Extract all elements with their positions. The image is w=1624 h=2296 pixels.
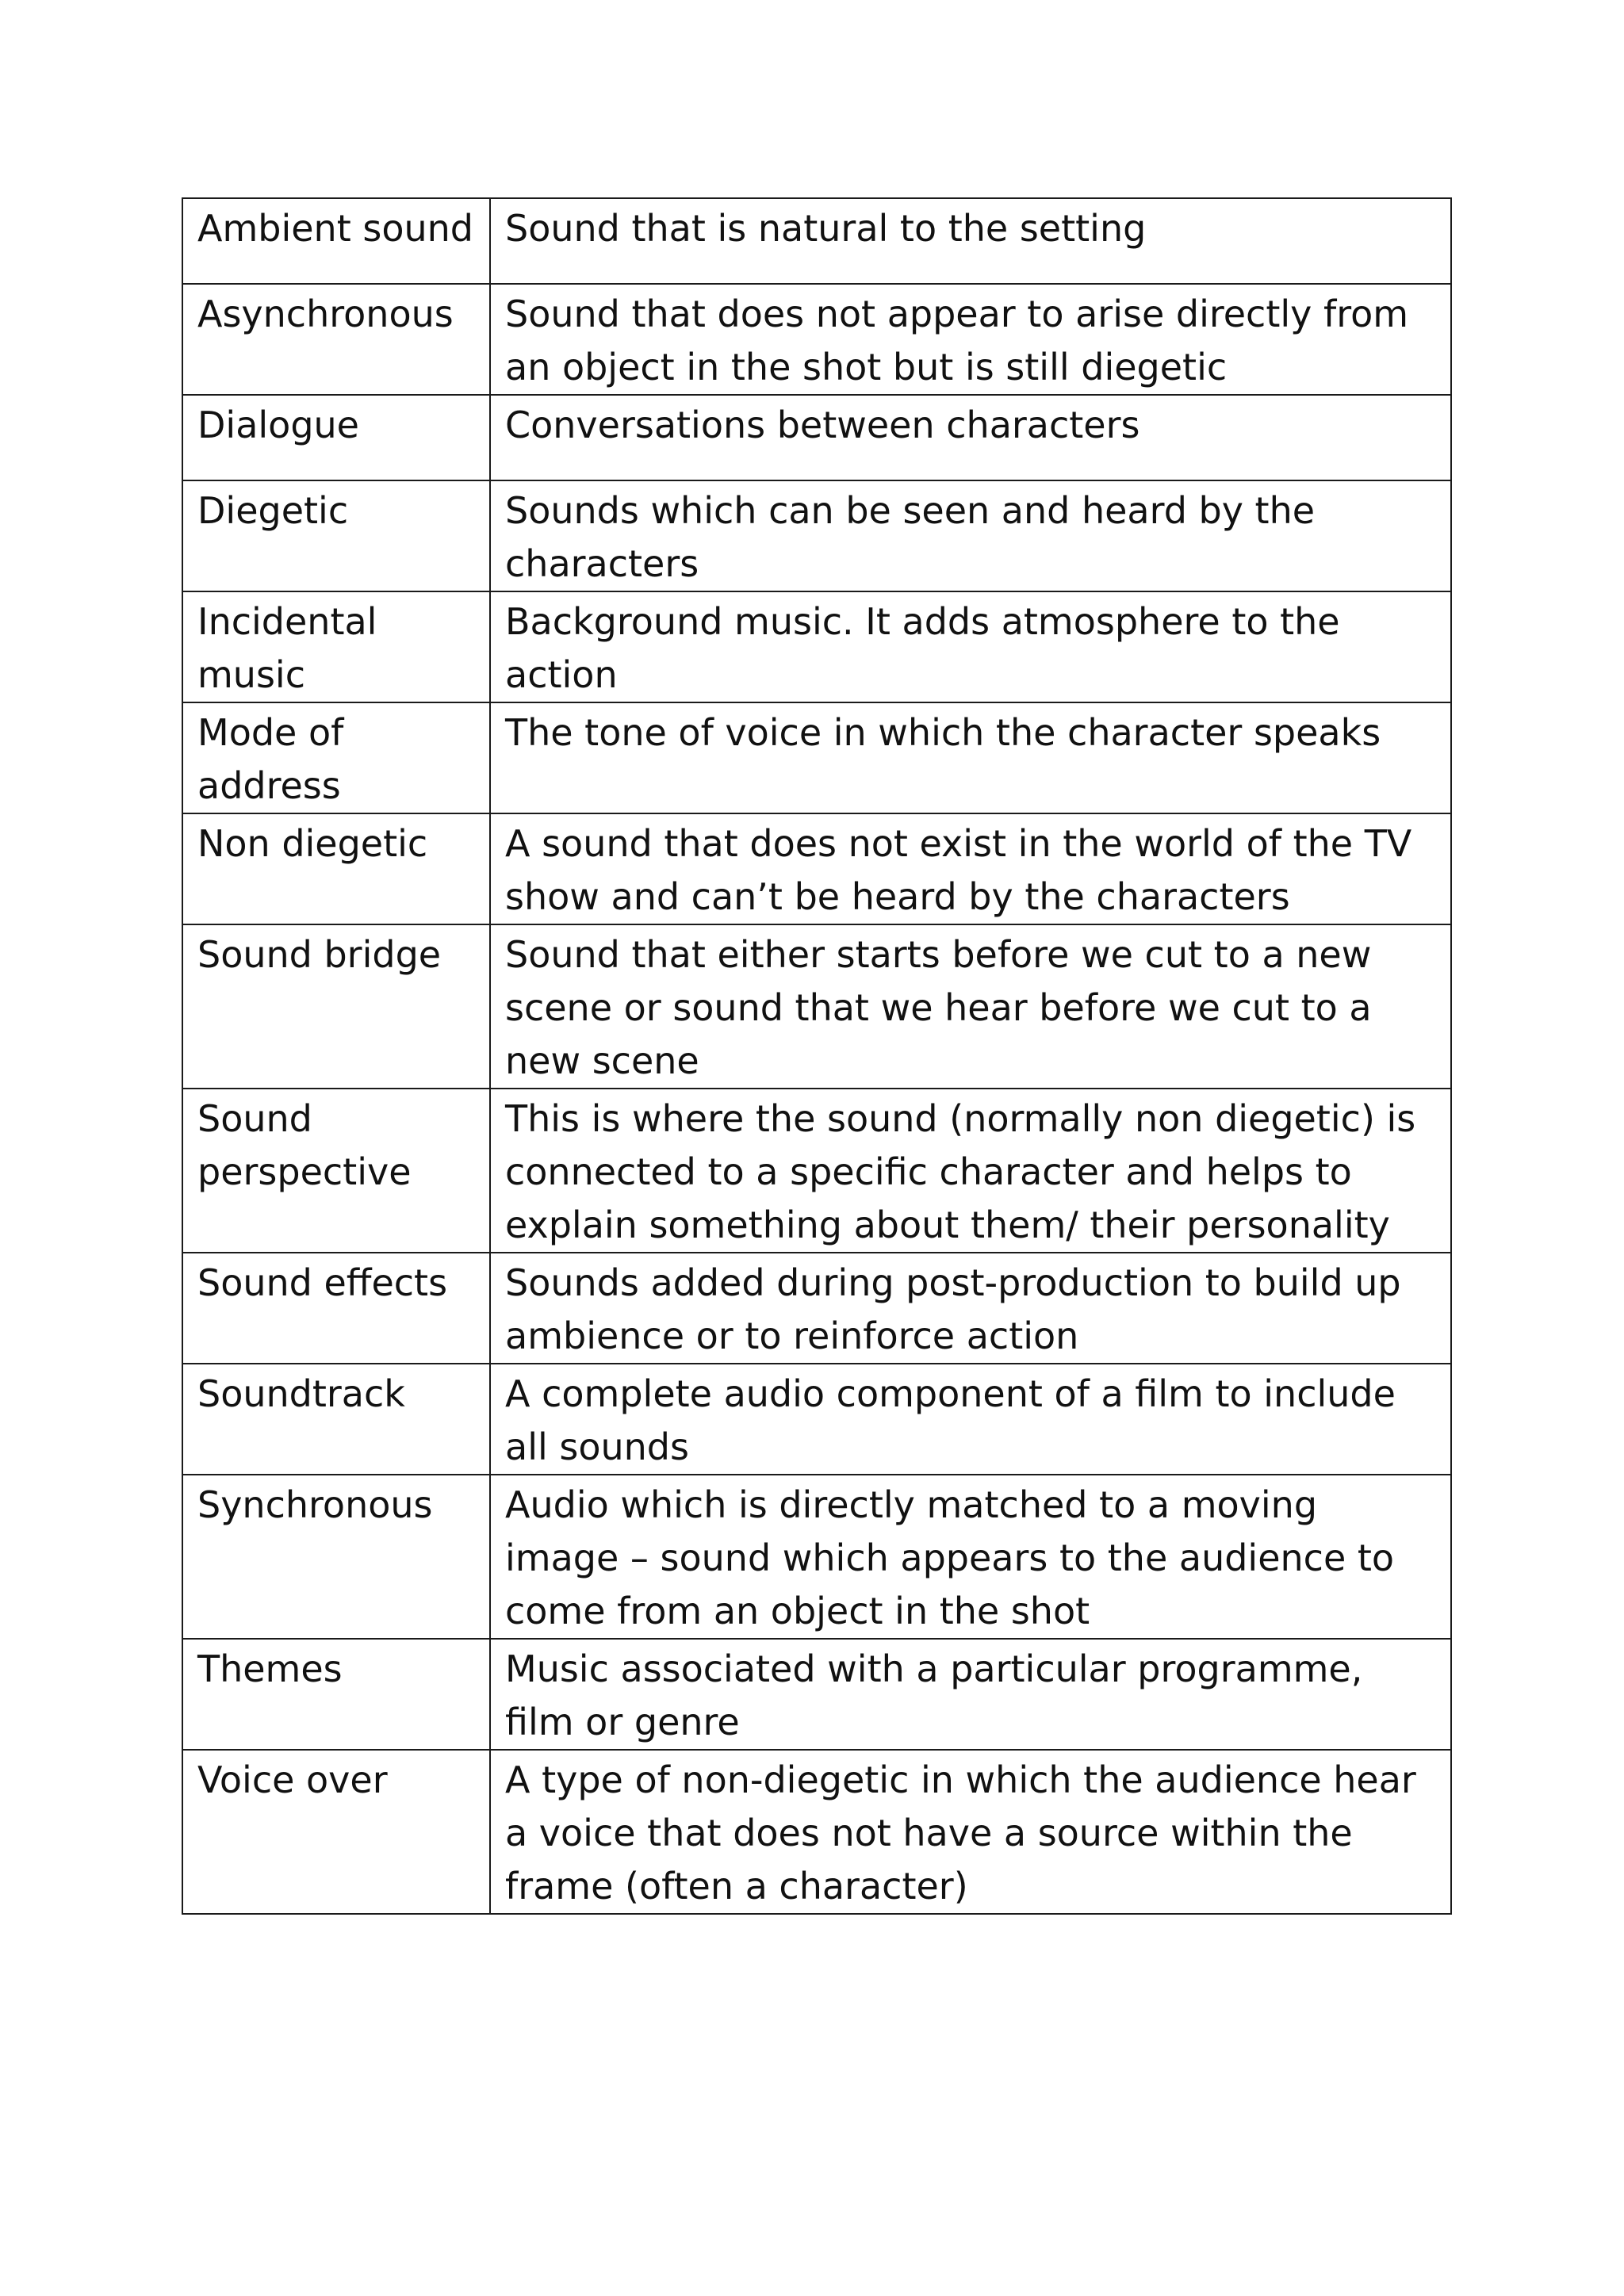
table-row [182,1089,1451,1253]
table-row [182,924,1451,1089]
term-cell: Sound bridge [182,924,490,1089]
table-row [182,1364,1451,1475]
definition-cell: A type of non-diegetic in which the audience hear a voice that does not have a source within the frame (often a character) [490,1750,1451,1914]
definition-cell: Conversations between characters [490,395,1451,480]
definition-cell: Sounds which can be seen and heard by the characters [490,480,1451,591]
definition-cell: Music associated with a particular programme, film or genre [490,1639,1451,1750]
definition-cell: The tone of voice in which the character speaks [490,702,1451,813]
table-row [182,1639,1451,1750]
term-cell: Synchronous [182,1475,490,1639]
term-cell: Sound perspective [182,1089,490,1253]
sound-terms-glossary-table [182,197,1452,1915]
definition-cell: A complete audio component of a film to include all sounds [490,1364,1451,1475]
table-row [182,198,1451,284]
definition-cell: Sound that does not appear to arise directly from an object in the shot but is still diegetic [490,284,1451,395]
table-row [182,284,1451,395]
table-row [182,813,1451,924]
term-cell: Mode of address [182,702,490,813]
term-cell: Incidental music [182,591,490,702]
term-cell: Voice over [182,1750,490,1914]
term-cell: Diegetic [182,480,490,591]
table-row [182,702,1451,813]
table-row [182,1253,1451,1364]
table-row [182,1750,1451,1914]
definition-cell: Sound that either starts before we cut to a new scene or sound that we hear before we cut to a new scene [490,924,1451,1089]
term-cell: Non diegetic [182,813,490,924]
term-cell: Themes [182,1639,490,1750]
term-cell: Soundtrack [182,1364,490,1475]
term-cell: Asynchronous [182,284,490,395]
definition-cell: Sound that is natural to the setting [490,198,1451,284]
definition-cell: This is where the sound (normally non diegetic) is connected to a specific character and helps to explain something about them/ their personality [490,1089,1451,1253]
definition-cell: A sound that does not exist in the world of the TV show and can’t be heard by the characters [490,813,1451,924]
table-row [182,395,1451,480]
term-cell: Sound effects [182,1253,490,1364]
table-row [182,591,1451,702]
table-row [182,1475,1451,1639]
definition-cell: Background music. It adds atmosphere to the action [490,591,1451,702]
term-cell: Ambient sound [182,198,490,284]
definition-cell: Audio which is directly matched to a moving image – sound which appears to the audience to come from an object in the shot [490,1475,1451,1639]
table-row [182,480,1451,591]
definition-cell: Sounds added during post-production to build up ambience or to reinforce action [490,1253,1451,1364]
term-cell: Dialogue [182,395,490,480]
